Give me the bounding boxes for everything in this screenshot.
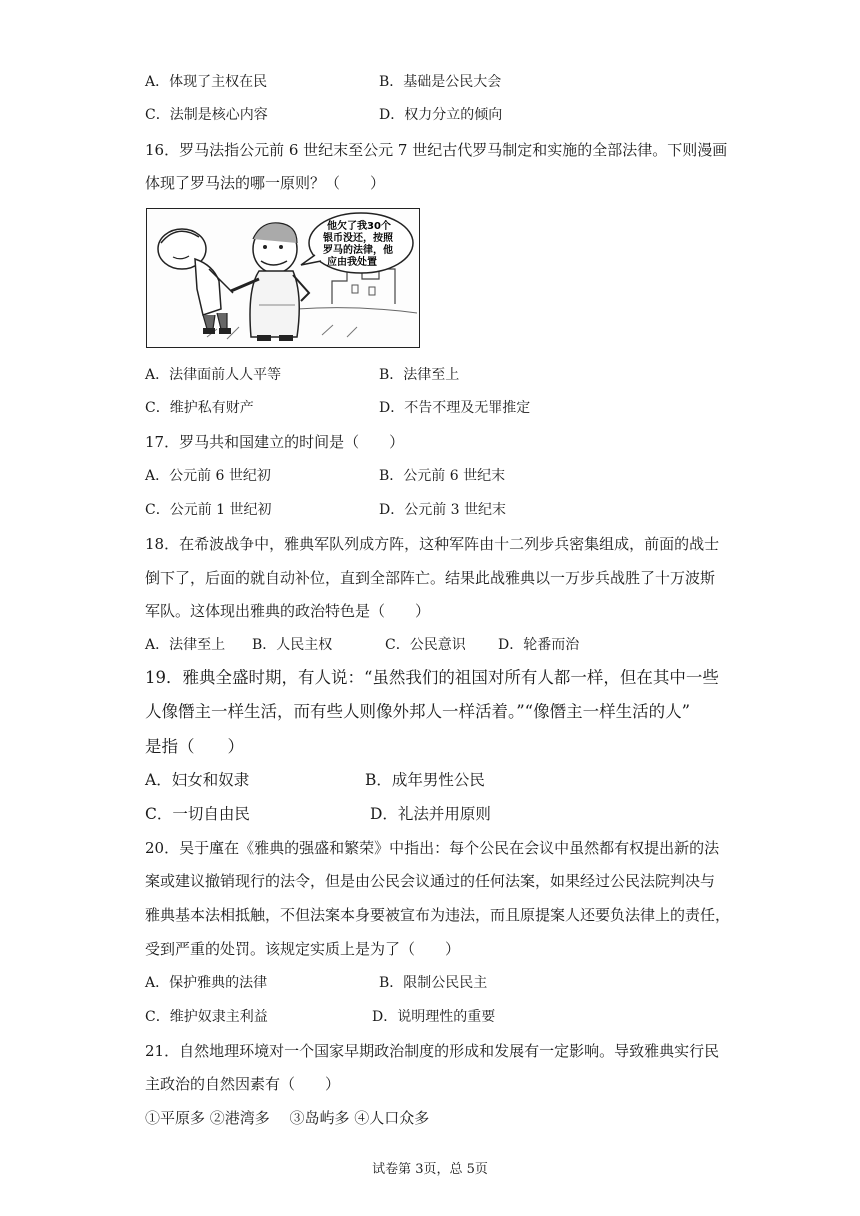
q20-stem-line2: 案或建议撤销现行的法令，但是由公民会议通过的任何法案，如果经过公民法院判决与 [145,872,716,890]
roman-law-cartoon [146,208,420,348]
q19-stem-line2: 人像僭主一样生活，而有些人则像外邦人一样活着。”“像僭主一样生活的人” [145,702,691,721]
bubble-line-2: 银币没还，按照 [323,233,393,244]
q19-option-b: B．成年男性公民 [365,771,485,789]
q19-option-d: D．礼法并用原则 [370,805,491,823]
q20-option-b: B．限制公民民主 [379,975,488,991]
q17-option-b: B．公元前 6 世纪末 [379,468,506,484]
q21-stem-line1: 21．自然地理环境对一个国家早期政治制度的形成和发展有一定影响。导致雅典实行民 [145,1042,720,1060]
q17-option-c: C．公元前 1 世纪初 [145,502,272,518]
q18-stem-line1: 18．在希波战争中，雅典军队列成方阵，这种军阵由十二列步兵密集组成，前面的战士 [145,535,720,553]
bubble-line-3: 罗马的法律，他 [323,245,393,256]
q17-option-a: A．公元前 6 世纪初 [145,468,271,484]
q20-stem-line3: 雅典基本法相抵触，不但法案本身要被宣布为违法，而且原提案人还要负法律上的责任， [145,906,731,924]
q18-option-c: C．公民意识 [385,637,466,653]
q19-stem-line3: 是指（ ） [145,737,244,756]
q16-option-c: C．维护私有财产 [145,400,254,416]
q18-option-b: B．人民主权 [252,637,333,653]
q16-option-b: B．法律至上 [379,367,460,383]
q20-stem-line1: 20．吴于廑在《雅典的强盛和繁荣》中指出：每个公民在会议中虽然都有权提出新的法 [145,839,720,857]
q15-option-b: B．基础是公民大会 [379,74,502,90]
q16-option-a: A．法律面前人人平等 [145,367,282,383]
q16-stem-line1: 16．罗马法指公元前 6 世纪末至公元 7 世纪古代罗马制定和实施的全部法律。下则漫画 [145,141,728,159]
q15-option-c: C．法制是核心内容 [145,107,268,123]
q19-option-c: C．一切自由民 [145,805,250,823]
q16-stem-line2: 体现了罗马法的哪一原则？（ ） [145,174,386,192]
q16-option-d: D．不告不理及无罪推定 [379,400,531,416]
q18-option-a: A．法律至上 [145,637,226,653]
q20-option-a: A．保护雅典的法律 [145,975,268,991]
q19-stem-line1: 19．雅典全盛时期，有人说：“虽然我们的祖国对所有人都一样，但在其中一些 [145,668,719,687]
q20-option-d: D．说明理性的重要 [372,1009,496,1025]
q15-option-d: D．权力分立的倾向 [379,107,503,123]
cartoon-illustration [147,209,419,347]
q18-option-d: D．轮番而治 [498,637,580,653]
bubble-line-4: 应由我处置 [327,257,377,268]
q18-stem-line2: 倒下了，后面的就自动补位，直到全部阵亡。结果此战雅典以一万步兵战胜了十万波斯 [145,569,716,587]
q17-option-d: D．公元前 3 世纪末 [379,502,507,518]
q21-items: ①平原多 ②港湾多 ③岛屿多 ④人口众多 [145,1109,430,1127]
page-footer: 试卷第 3页，总 5页 [372,1162,488,1177]
q20-stem-line4: 受到严重的处罚。该规定实质上是为了（ ） [145,940,461,958]
q20-option-c: C．维护奴隶主利益 [145,1009,268,1025]
q15-option-a: A．体现了主权在民 [145,74,268,90]
q17-stem: 17．罗马共和国建立的时间是（ ） [145,433,405,451]
q18-stem-line3: 军队。这体现出雅典的政治特色是（ ） [145,602,431,620]
bubble-line-1: 他欠了我30个 [327,221,391,232]
q19-option-a: A．妇女和奴隶 [145,771,250,789]
q21-stem-line2: 主政治的自然因素有（ ） [145,1075,341,1093]
